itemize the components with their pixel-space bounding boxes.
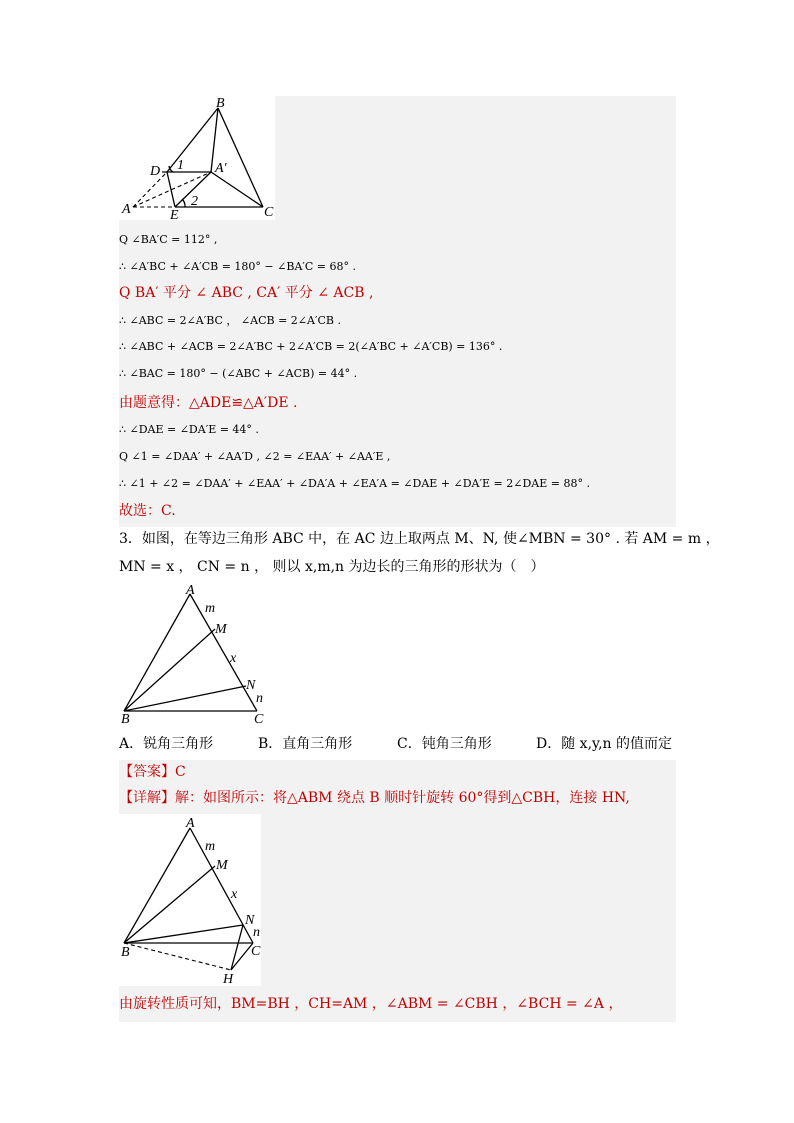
question-stem-line-1: 3．如图，在等边三角形 ABC 中，在 AC 边上取两点 M、N, 使∠MBN = 30° . 若 AM = m ， (119, 531, 720, 547)
solution-line-6: ∴ ∠BAC = 180° − (∠ABC + ∠ACB) = 44° . (119, 367, 358, 380)
solution-line-11: 故选：C. (119, 503, 176, 519)
label-A-prime: A′ (215, 161, 227, 176)
last-line: 由旋转性质可知，BM=BH ，CH=AM ，∠ABM = ∠CBH ，∠BCH = ∠A ， (119, 996, 623, 1012)
label-M: M (216, 858, 228, 873)
detail-line: 【详解】解：如图所示：将△ABM 绕点 B 顺时针旋转 60°得到△CBH，连接 HN, (119, 790, 630, 806)
solution-line-1: Q ∠BA′C = 112° , (119, 233, 218, 246)
edge-BD (167, 108, 218, 172)
figure-folded-triangle (119, 96, 275, 220)
figure-equilateral-triangle (119, 582, 275, 728)
label-N: N (245, 913, 255, 928)
label-B: B (216, 96, 225, 111)
option-b[interactable]: B．直角三角形 (258, 736, 353, 752)
label-A: A (186, 583, 195, 598)
solution-line-2: ∴ ∠A′BC + ∠A′CB = 180° − ∠BA′C = 68° . (119, 260, 356, 273)
solution-line-3: Q BA′ 平分 ∠ ABC , CA′ 平分 ∠ ACB , (119, 285, 374, 301)
option-c[interactable]: C．钝角三角形 (397, 736, 492, 752)
label-B: B (121, 712, 130, 727)
arc-2 (182, 199, 185, 207)
label-m: m (205, 601, 216, 616)
label-angle-1: 1 (177, 158, 184, 173)
label-x: x (231, 887, 238, 902)
solution-line-5: ∴ ∠ABC + ∠ACB = 2∠A′BC + 2∠A′CB = 2(∠A′BC + ∠A′CB) = 136° . (119, 340, 503, 353)
label-H: H (223, 972, 234, 986)
label-C: C (251, 944, 261, 959)
solution-line-10: ∴ ∠1 + ∠2 = ∠DAA′ + ∠EAA′ + ∠DA′A + ∠EA′A = ∠DAE + ∠DA′E = 2∠DAE = 88° . (119, 477, 590, 490)
label-D: D (150, 164, 161, 179)
figure-rotated-triangle (119, 814, 261, 986)
label-B: B (121, 945, 130, 960)
label-N: N (246, 678, 256, 693)
label-m: m (205, 839, 216, 854)
label-M: M (215, 622, 227, 637)
label-C: C (254, 712, 264, 727)
solution-line-7: 由题意得：△ADE≌△A′DE . (119, 395, 298, 411)
label-n: n (253, 925, 260, 940)
label-E: E (170, 208, 179, 220)
label-angle-2: 2 (191, 194, 198, 209)
label-n: n (256, 691, 263, 706)
question-stem-line-2: MN = x ， CN = n ， 则以 x,m,n 为边长的三角形的形状为（ ） (119, 559, 545, 575)
label-x: x (230, 651, 237, 666)
label-A: A (186, 816, 195, 831)
solution-line-9: Q ∠1 = ∠DAA′ + ∠AA′D , ∠2 = ∠EAA′ + ∠AA′E , (119, 450, 391, 463)
solution-line-4: ∴ ∠ABC = 2∠A′BC ， ∠ACB = 2∠A′CB . (119, 314, 341, 327)
answer-line: 【答案】C (119, 764, 186, 780)
solution-line-8: ∴ ∠DAE = ∠DA′E = 44° . (119, 423, 259, 436)
option-d[interactable]: D．随 x,y,n 的值而定 (536, 736, 672, 752)
label-A: A (122, 202, 131, 217)
label-C: C (264, 205, 274, 220)
option-a[interactable]: A．锐角三角形 (119, 736, 214, 752)
edge-DE (167, 172, 175, 207)
